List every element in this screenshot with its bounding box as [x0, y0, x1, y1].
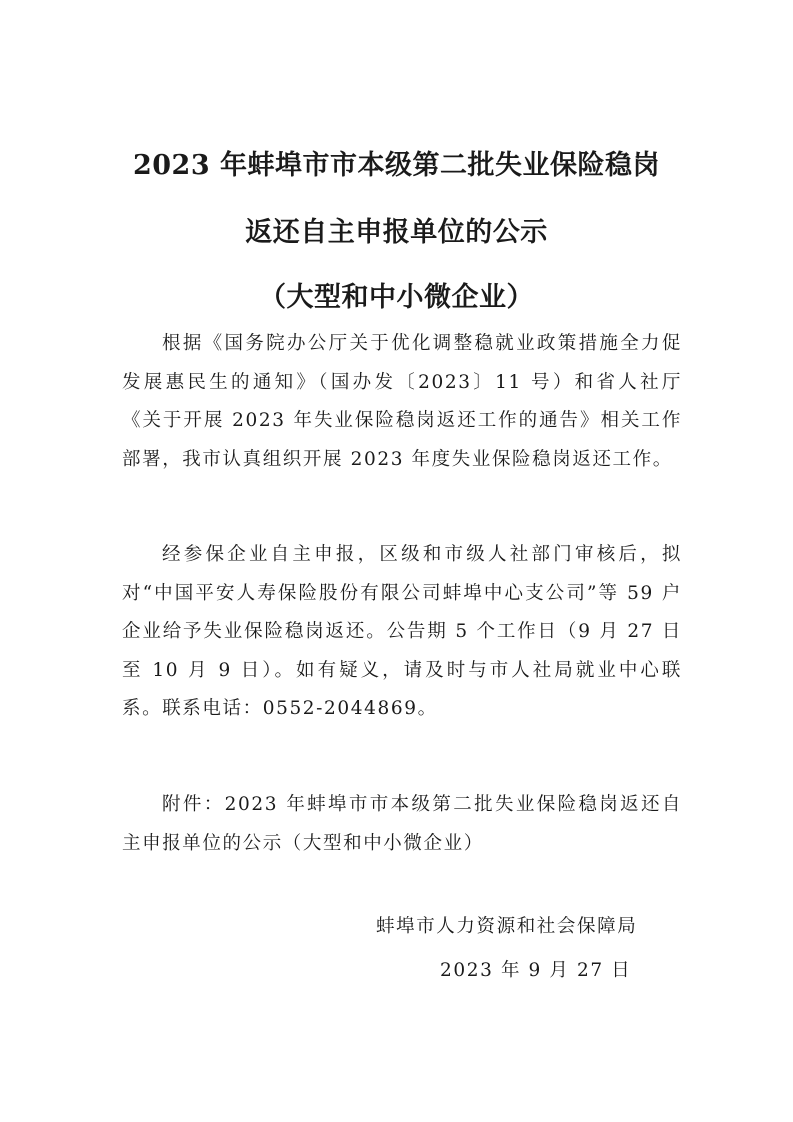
document-title-line-1: 2023 年蚌埠市市本级第二批失业保险稳岗 [132, 150, 661, 181]
signature-organization: 蚌埠市人力资源和社会保障局 [376, 916, 638, 937]
body-paragraph-1: 根据《国务院办公厅关于优化调整稳就业政策措施全力促发展惠民生的通知》（国办发〔2023〕11 号）和省人社厅《关于开展 2023 年失业保险稳岗返还工作的通告》相关工作部署，我市认真组织开展 2023 年度失业保险稳岗返还工作。 [122, 333, 682, 470]
document-title-line-2: 返还自主申报单位的公示 [245, 217, 548, 248]
body-paragraph-2: 经参保企业自主申报，区级和市级人社部门审核后，拟对“中国平安人寿保险股份有限公司蚌埠中心支公司”等 59 户企业给予失业保险稳岗返还。公告期 5 个工作日（9 月 27 日至 10 月 9 日）。如有疑义，请及时与市人社局就业中心联系。联系电话：0552-2044869。 [122, 544, 682, 719]
attachment-note: 附件：2023 年蚌埠市市本级第二批失业保险稳岗返还自主申报单位的公示（大型和中小微企业） [122, 794, 682, 854]
document-title-line-3: （大型和中小微企业） [259, 282, 534, 313]
signature-date: 2023 年 9 月 27 日 [440, 960, 632, 981]
